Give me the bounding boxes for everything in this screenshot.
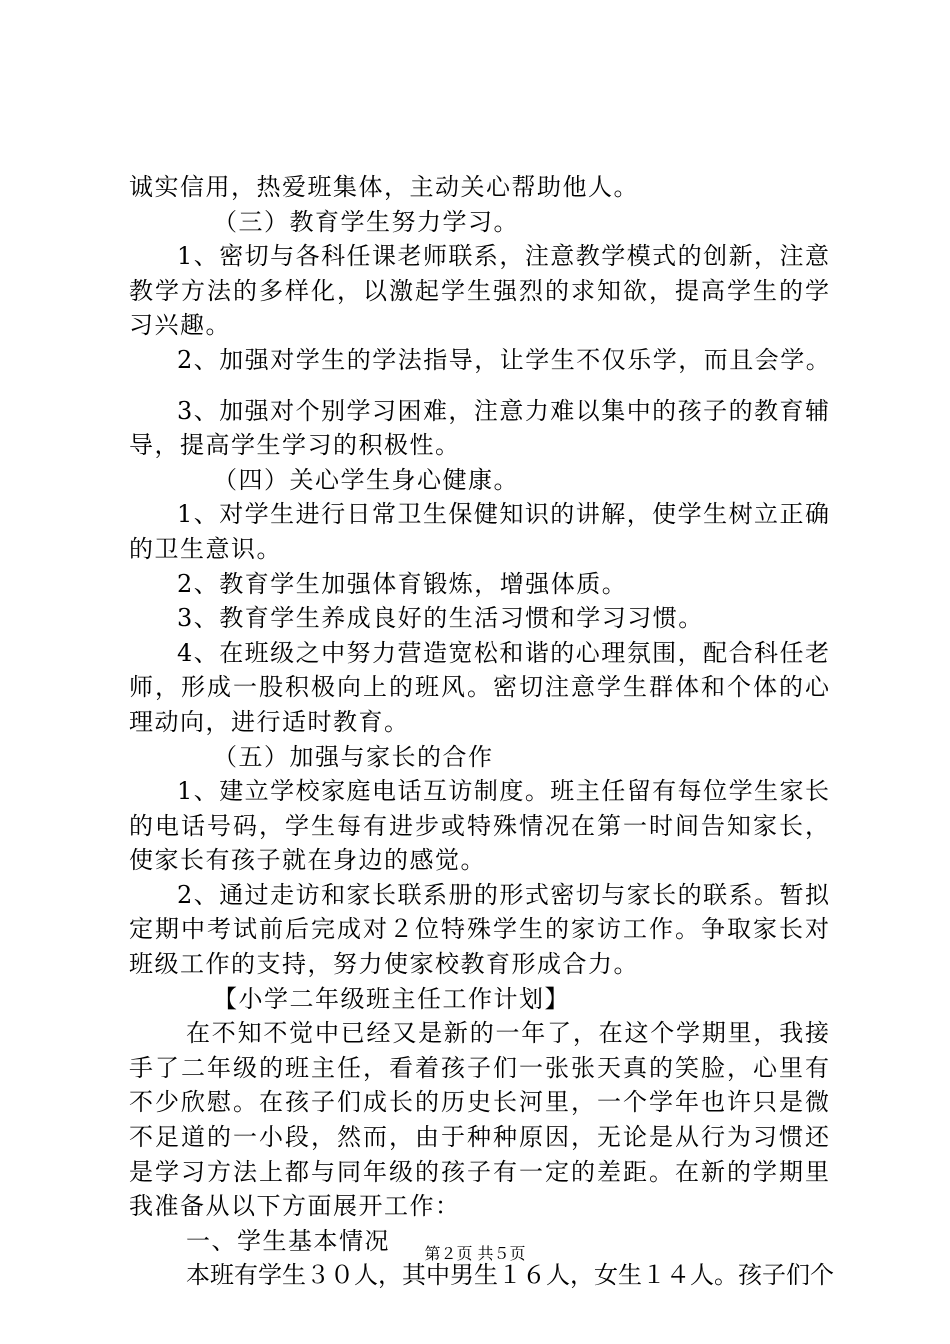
text-line: 3、加强对个别学习困难，注意力难以集中的孩子的教育辅	[177, 396, 829, 425]
text-line: 习兴趣。	[129, 311, 231, 340]
document-body	[129, 170, 834, 1293]
text-line: 1、建立学校家庭电话互访制度。班主任留有每位学生家长	[177, 777, 829, 806]
text-line: 教学方法的多样化，以激起学生强烈的求知欲，提高学生的学	[129, 276, 829, 305]
section-heading: 一、学生基本情况	[186, 1226, 390, 1255]
text-line: 的电话号码，学生每有进步或特殊情况在第一时间告知家长，	[129, 811, 829, 840]
text-line: 4、在班级之中努力营造宽松和谐的心理氛围，配合科任老	[177, 638, 829, 667]
section-heading: 【小学二年级班主任工作计划】	[213, 984, 570, 1013]
text-line: 不足道的一小段，然而，由于种种原因，无论是从行为习惯还	[129, 1123, 829, 1152]
text-line: 1、对学生进行日常卫生保健知识的讲解，使学生树立正确	[177, 500, 829, 529]
text-line: 2、通过走访和家长联系册的形式密切与家长的联系。暂拟	[177, 880, 829, 909]
text-line: 班级工作的支持，努力使家校教育形成合力。	[129, 950, 639, 979]
text-line: 在不知不觉中已经又是新的一年了，在这个学期里，我接	[186, 1019, 829, 1048]
text-line: 手了二年级的班主任，看着孩子们一张张天真的笑脸，心里有	[129, 1053, 829, 1082]
text-line: 1、密切与各科任课老师联系，注意教学模式的创新，注意	[177, 242, 829, 271]
text-line: 师，形成一股积极向上的班风。密切注意学生群体和个体的心	[129, 673, 829, 702]
text-line: 定期中考试前后完成对２位特殊学生的家访工作。争取家长对	[129, 915, 829, 944]
text-line: 导，提高学生学习的积极性。	[129, 431, 461, 460]
section-heading: （三）教育学生努力学习。	[213, 207, 519, 236]
text-line: 理动向，进行适时教育。	[129, 707, 410, 736]
text-line: 本班有学生３０人，其中男生１６人，女生１４人。孩子们个	[186, 1261, 834, 1290]
paragraph-gap	[129, 378, 829, 394]
text-line: 3、教育学生养成良好的生活习惯和学习习惯。	[177, 604, 704, 633]
text-line: 不少欣慰。在孩子们成长的历史长河里，一个学年也许只是微	[129, 1088, 829, 1117]
text-line: 2、加强对学生的学法指导，让学生不仅乐学，而且会学。	[177, 345, 832, 374]
text-line: 的卫生意识。	[129, 534, 282, 563]
section-heading: （五）加强与家长的合作	[213, 742, 494, 771]
text-line: 是学习方法上都与同年级的孩子有一定的差距。在新的学期里	[129, 1157, 829, 1186]
text-line: 诚实信用，热爱班集体，主动关心帮助他人。	[129, 173, 639, 201]
text-line: 我准备从以下方面展开工作：	[129, 1192, 461, 1221]
text-line: 使家长有孩子就在身边的感觉。	[129, 846, 486, 875]
text-line: 2、教育学生加强体育锻炼，增强体质。	[177, 569, 628, 598]
section-heading: （四）关心学生身心健康。	[213, 465, 519, 494]
page-footer: 第２页 共５页	[424, 1244, 526, 1263]
